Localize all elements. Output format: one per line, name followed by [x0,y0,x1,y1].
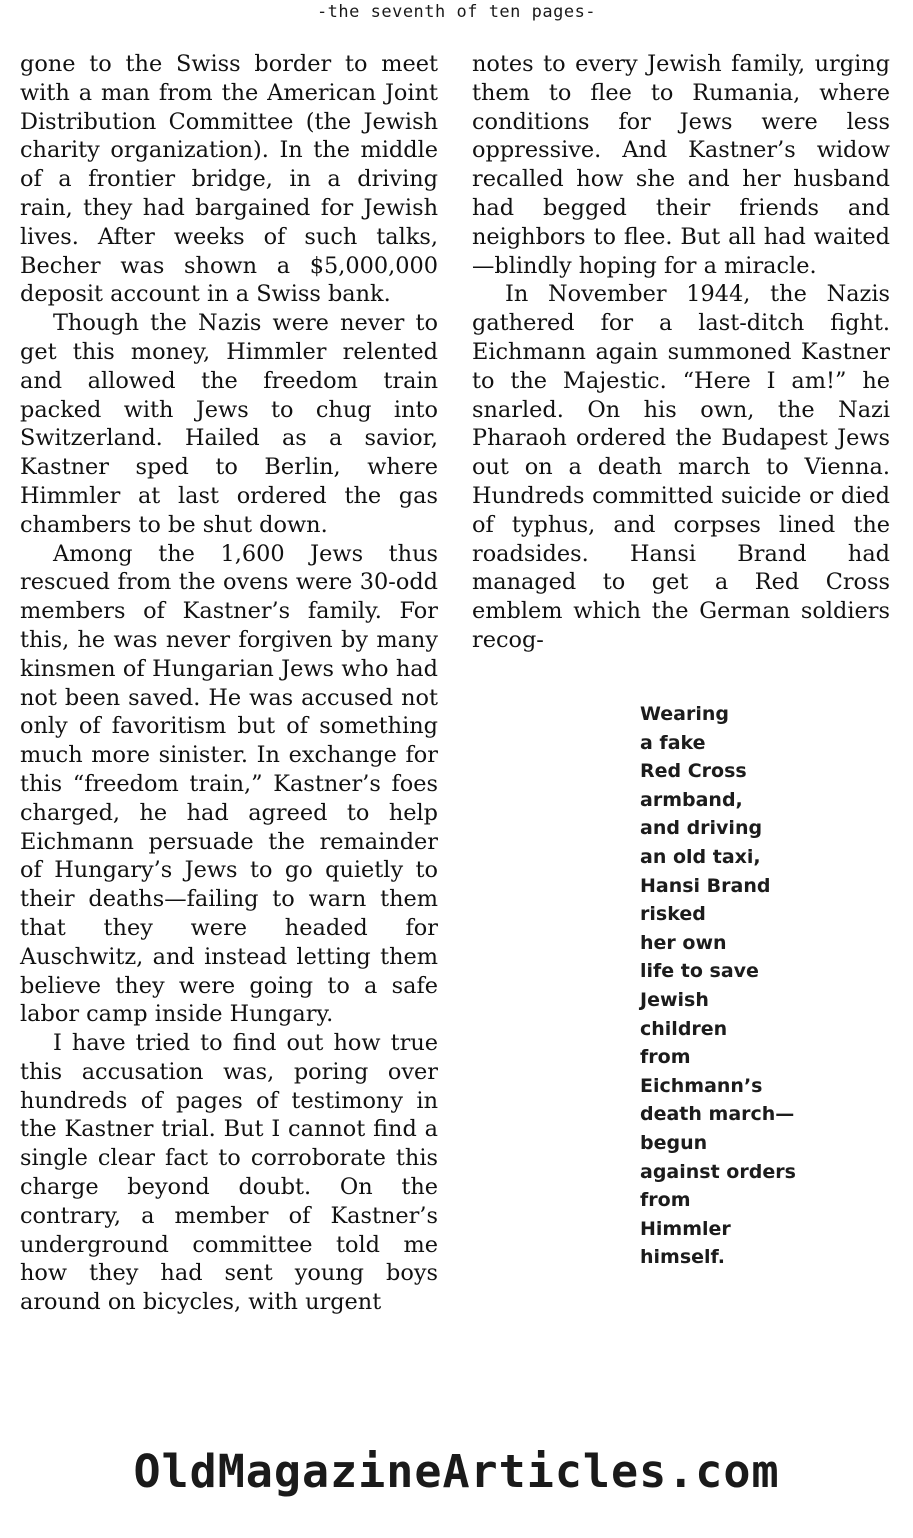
caption-line: her own [640,931,727,954]
caption-line: against orders [640,1160,796,1183]
caption-line: armband, [640,788,743,811]
article-paragraph: I have tried to find out how true this accusation was, poring over hundreds of pages of testimony in the Kastner trial. But I cannot find a single clear fact to corroborate this charge beyond doubt. On the contrary, a member of Kastner’s underground committee told me how they had sent young boys around on bicycles, with urgent [20,1030,438,1316]
caption-line: and driving [640,817,763,840]
caption-line: Jewish [640,988,709,1011]
caption-line: children [640,1017,728,1040]
page-header: -the seventh of ten pages- [316,2,597,22]
caption-line: a fake [640,731,706,754]
photo-caption [640,700,840,1272]
article-paragraph: Though the Nazis were never to get this money, Himmler relented and allowed the freedom train packed with Jews to chug into Switzerland. Hailed as a savior, Kastner sped to Berlin, where Himmler at last ordered the gas chambers to be shut down. [20,310,438,538]
caption-line: Himmler [640,1217,731,1240]
caption-line: Red Cross [640,760,747,783]
caption-line: Eichmann’s [640,1074,763,1097]
article-paragraph: gone to the Swiss border to meet with a man from the American Joint Distribution Committee (the Jewish charity organization). In the middle of a frontier bridge, in a driving rain, they had bargained for Jewish lives. After weeks of such talks, Becher was shown a $5,000,000 deposit account in a Swiss bank. [20,51,438,308]
caption-line: Wearing [640,703,729,725]
article-paragraph: notes to every Jewish family, urging them to flee to Rumania, where conditions for Jews were less oppressive. And Kastner’s widow recalled how she and her husband had begged their friends and neighbors to flee. But all had waited—blindly hoping for a miracle. [472,51,890,279]
caption-line: life to save [640,960,759,983]
article-paragraph: In November 1944, the Nazis gathered for a last-ditch fight. Eichmann again summoned Kastner to the Majestic. “Here I am!” he snarled. On his own, the Nazi Pharaoh ordered the Budapest Jews out on a death march to Vienna. Hundreds committed suicide or died of typhus, and corpses lined the roadsides. Hansi Brand had managed to get a Red Cross emblem which the German soldiers recog- [472,281,890,653]
caption-line: an old taxi, [640,845,761,868]
article-paragraph: Among the 1,600 Jews thus rescued from the ovens were 30-odd members of Kastner’s family. For this, he was never forgiven by many kinsmen of Hungarian Jews who had not been saved. He was accused not only of favoritism but of something much more sinister. In exchange for this “freedom train,” Kastner’s foes charged, he had agreed to help Eichmann persuade the remainder of Hungary’s Jews to go quietly to their deaths—failing to warn them that they were headed for Auschwitz, and instead letting them believe they were going to a safe labor camp inside Hungary. [20,540,438,1028]
caption-line: risked [640,903,706,926]
caption-line: himself. [640,1246,725,1269]
right-article-column [472,50,890,655]
caption-line: death march— [640,1103,795,1126]
caption-line: from [640,1046,691,1069]
site-watermark: OldMagazineArticles.com [133,1445,780,1498]
caption-line: from [640,1189,691,1212]
caption-line: Hansi Brand [640,874,771,897]
left-article-column [20,50,438,1317]
caption-line: begun [640,1131,708,1154]
